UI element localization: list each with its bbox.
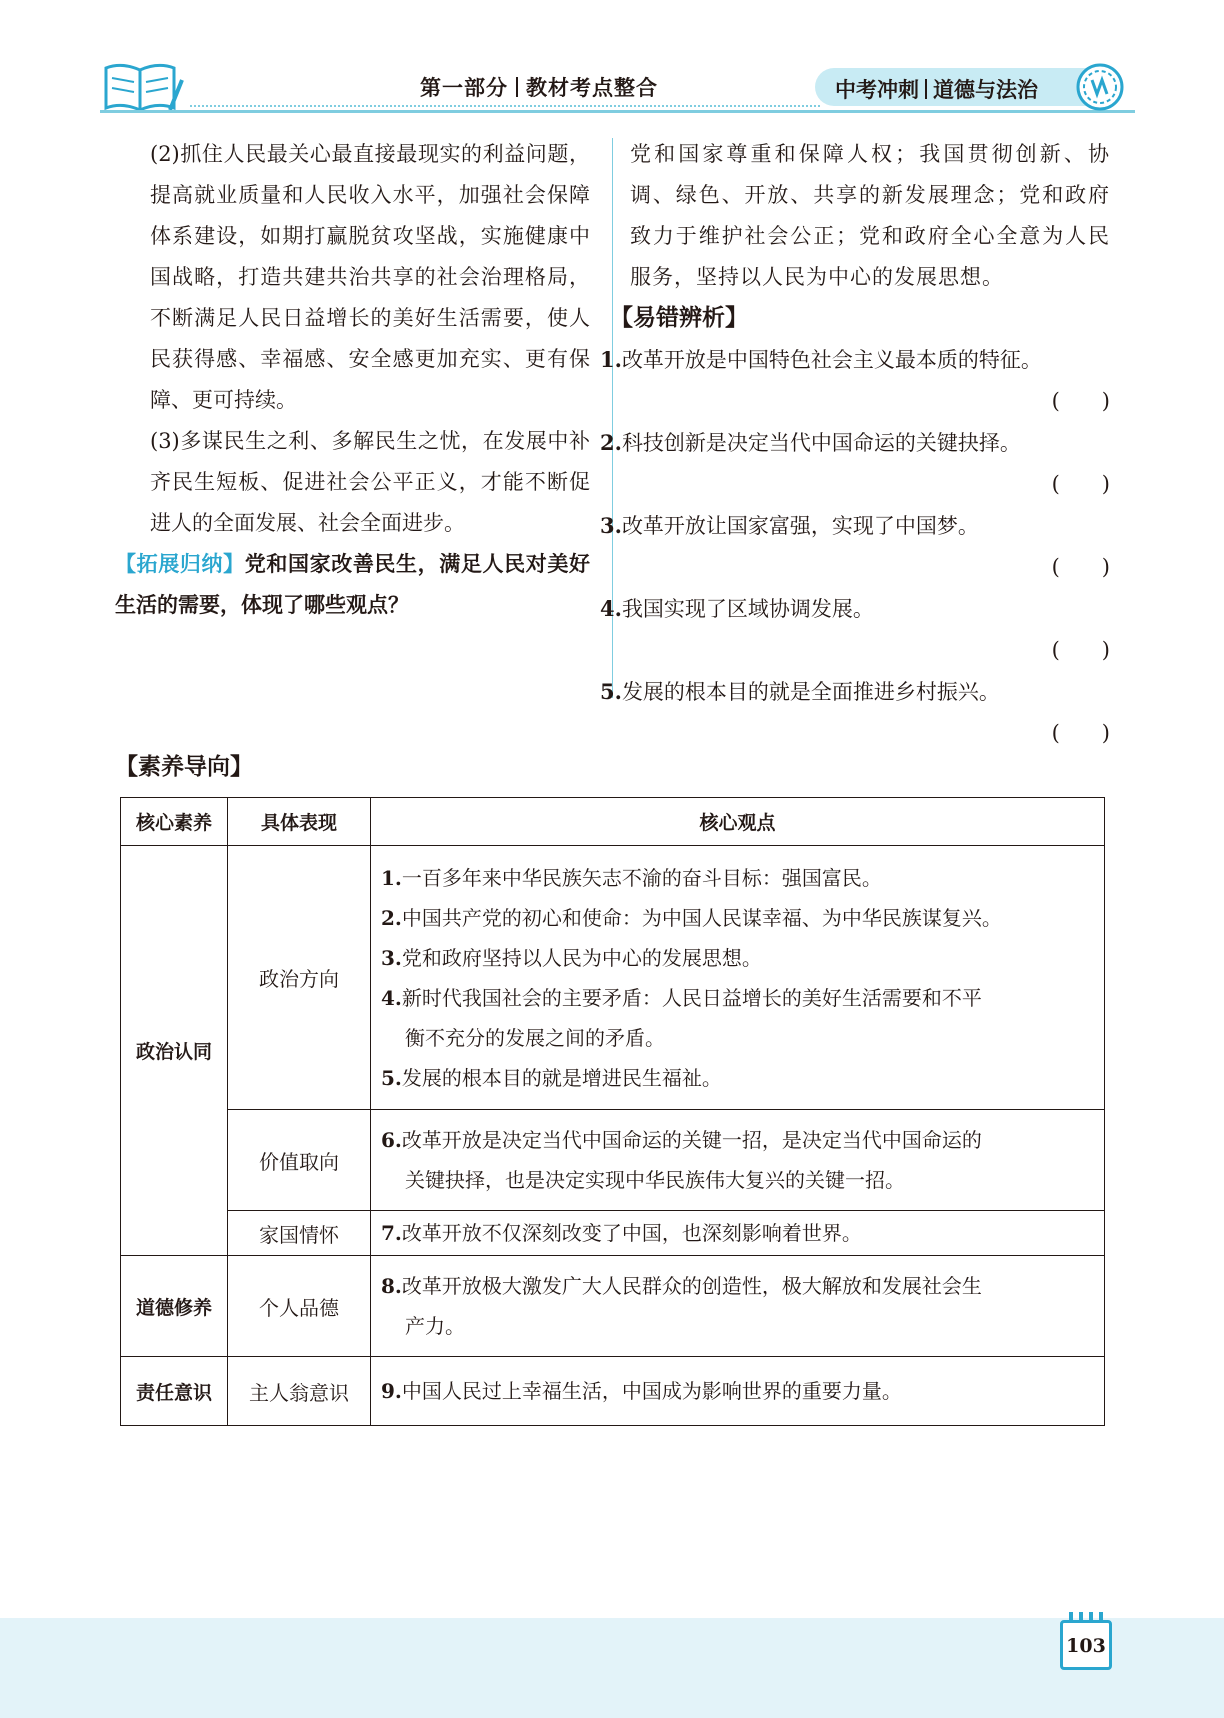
page-header bbox=[0, 0, 1224, 130]
footer-band bbox=[0, 1618, 1224, 1718]
question-text: 我国实现了区域协调发展。 bbox=[621, 597, 874, 621]
header-rule bbox=[100, 110, 1135, 113]
literacy-title: 【素养导向】 bbox=[115, 754, 253, 780]
question-text: 改革开放让国家富强，实现了中国梦。 bbox=[621, 514, 979, 538]
points-cell bbox=[371, 1357, 1105, 1426]
answer-parentheses[interactable]: ( ) bbox=[1051, 555, 1110, 579]
header-series bbox=[835, 74, 1038, 104]
category-political-identity: 政治认同 bbox=[121, 846, 228, 1256]
header-subject: 道德与法治 bbox=[933, 78, 1038, 102]
error-question-1 bbox=[600, 339, 1110, 381]
header-separator bbox=[516, 77, 518, 97]
sub-family-country: 家国情怀 bbox=[228, 1211, 371, 1256]
points-cell bbox=[371, 846, 1105, 1110]
header-core-viewpoint: 核心观点 bbox=[371, 798, 1105, 846]
series-badge-icon bbox=[1075, 62, 1125, 112]
right-column bbox=[600, 134, 1110, 754]
question-number: 3. bbox=[600, 513, 622, 538]
point-1: 1.一百多年来中华民族矢志不渝的奋斗目标：强国富民。 bbox=[381, 865, 882, 890]
point-7: 7.改革开放不仅深刻改变了中国，也深刻影响着世界。 bbox=[381, 1221, 862, 1245]
error-analysis-title: 【易错辨析】 bbox=[610, 305, 748, 331]
extension-summary bbox=[115, 544, 590, 626]
table-row bbox=[121, 1357, 1105, 1426]
table-row bbox=[121, 1211, 1105, 1256]
point-8: 8.改革开放极大激发广大人民群众的创造性，极大解放和发展社会生 产力。 bbox=[381, 1274, 982, 1338]
point-3: 3.党和政府坚持以人民为中心的发展思想。 bbox=[381, 945, 762, 970]
category-responsibility: 责任意识 bbox=[121, 1357, 228, 1426]
answer-parentheses[interactable]: ( ) bbox=[1051, 638, 1110, 662]
question-number: 2. bbox=[600, 430, 622, 455]
header-section: 教材考点整合 bbox=[526, 76, 658, 100]
table-header-row bbox=[121, 798, 1105, 846]
point-4: 4.新时代我国社会的主要矛盾：人民日益增长的美好生活需要和不平 衡不充分的发展之间的矛盾。 bbox=[381, 985, 982, 1050]
answer-parentheses[interactable]: ( ) bbox=[1051, 721, 1110, 745]
error-analysis-list bbox=[600, 339, 1110, 754]
point-6: 6.改革开放是决定当代中国命运的关键一招，是决定当代中国命运的 关键抉择，也是决定实现中华民族伟大复兴的关键一招。 bbox=[381, 1128, 982, 1192]
header-core-literacy: 核心素养 bbox=[121, 798, 228, 846]
question-text: 科技创新是决定当代中国命运的关键抉择。 bbox=[621, 431, 1021, 455]
error-question-2 bbox=[600, 422, 1110, 464]
table-row bbox=[121, 846, 1105, 1110]
points-cell bbox=[371, 1211, 1105, 1256]
table-row bbox=[121, 1110, 1105, 1211]
question-number: 4. bbox=[600, 596, 622, 621]
point-2: 2.中国共产党的初心和使命：为中国人民谋幸福、为中华民族谋复兴。 bbox=[381, 905, 1002, 930]
header-breadcrumb bbox=[420, 72, 658, 102]
error-question-5 bbox=[600, 671, 1110, 713]
point-9: 9.中国人民过上幸福生活，中国成为影响世界的重要力量。 bbox=[381, 1379, 902, 1403]
header-part: 第一部分 bbox=[420, 76, 508, 100]
sub-ownership-awareness: 主人翁意识 bbox=[228, 1357, 371, 1426]
sub-personal-character: 个人品德 bbox=[228, 1256, 371, 1357]
header-dotted-rule bbox=[190, 105, 820, 108]
answer-parentheses[interactable]: ( ) bbox=[1051, 472, 1110, 496]
table-row bbox=[121, 1256, 1105, 1357]
header-specific-performance: 具体表现 bbox=[228, 798, 371, 846]
question-number: 5. bbox=[600, 679, 622, 704]
paragraph-point-2: (2)抓住人民最关心最直接最现实的利益问题，提高就业质量和人民收入水平，加强社会保障体系建设，如期打赢脱贫攻坚战，实施健康中国战略，打造共建共治共享的社会治理格局，不断满足人民日益增长的美好生活需要，使人民获得感、幸福感、安全感更加充实、更有保障、更可持续。 bbox=[150, 142, 590, 412]
calendar-rings-icon bbox=[1063, 1612, 1109, 1620]
extension-label: 【拓展归纳】 bbox=[115, 552, 245, 576]
page-number: 103 bbox=[1060, 1620, 1112, 1670]
point-5: 5.发展的根本目的就是增进民生福祉。 bbox=[381, 1065, 722, 1090]
points-cell bbox=[371, 1256, 1105, 1357]
question-text: 发展的根本目的就是全面推进乡村振兴。 bbox=[621, 680, 1000, 704]
left-column bbox=[115, 134, 591, 626]
extension-answer: 党和国家尊重和保障人权；我国贯彻创新、协调、绿色、开放、共享的新发展理念；党和政府致力于维护社会公正；党和政府全心全意为人民服务，坚持以人民为中心的发展思想。 bbox=[630, 142, 1110, 289]
open-book-pencil-icon bbox=[100, 58, 184, 118]
paragraph-point-3: (3)多谋民生之利、多解民生之忧，在发展中补齐民生短板、促进社会公平正义，才能不断促进人的全面发展、社会全面进步。 bbox=[150, 429, 590, 535]
extension-question: 党和国家改善民生，满足人民对美好生活的需要，体现了哪些观点？ bbox=[115, 552, 591, 617]
header-series-name: 中考冲刺 bbox=[835, 78, 919, 102]
literacy-table bbox=[120, 797, 1105, 1426]
answer-parentheses[interactable]: ( ) bbox=[1051, 389, 1110, 413]
question-text: 改革开放是中国特色社会主义最本质的特征。 bbox=[621, 348, 1042, 372]
sub-value-orientation: 价值取向 bbox=[228, 1110, 371, 1211]
points-cell bbox=[371, 1110, 1105, 1211]
error-question-3 bbox=[600, 505, 1110, 547]
error-question-4 bbox=[600, 588, 1110, 630]
category-moral-cultivation: 道德修养 bbox=[121, 1256, 228, 1357]
header-separator bbox=[925, 79, 927, 99]
question-number: 1. bbox=[600, 347, 622, 372]
sub-political-direction: 政治方向 bbox=[228, 846, 371, 1110]
